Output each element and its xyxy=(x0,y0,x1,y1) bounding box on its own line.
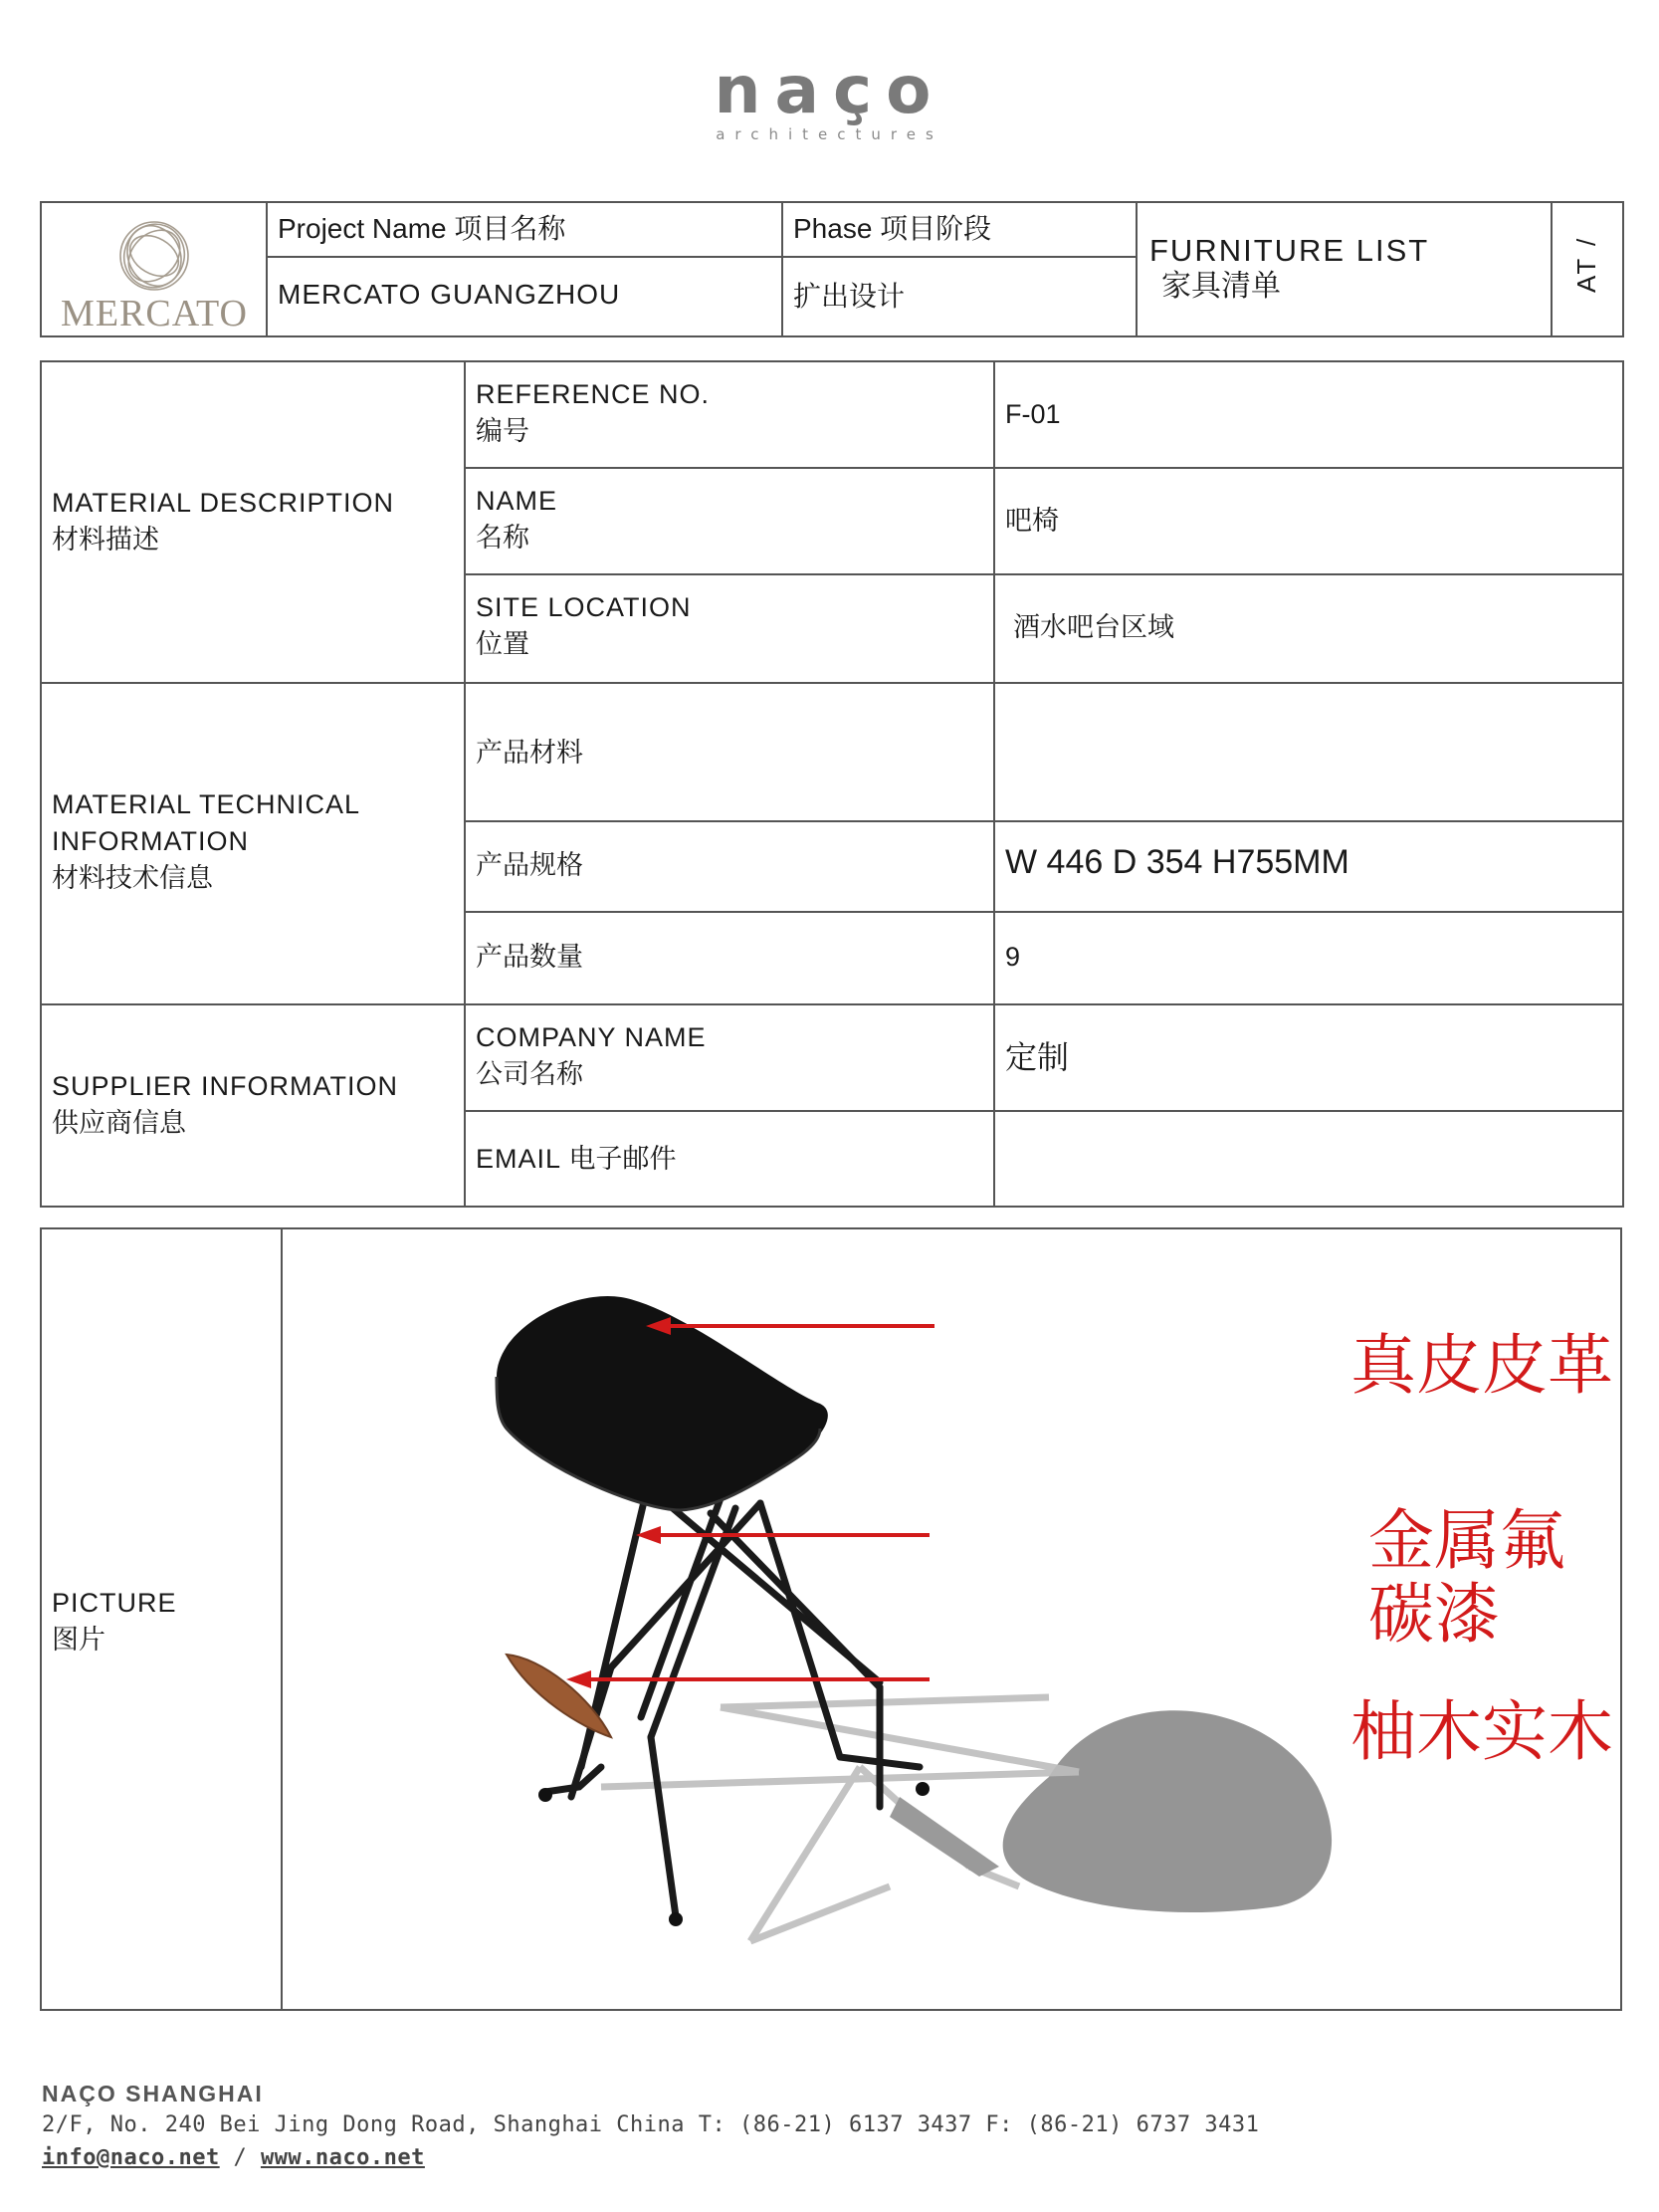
product-material-label: 产品材料 xyxy=(476,738,583,768)
name-label-cn: 名称 xyxy=(476,523,529,553)
name-value: 吧椅 xyxy=(1005,506,1059,536)
site-location-label: SITE LOCATION xyxy=(476,592,692,622)
project-name-label: Project Name 项目名称 xyxy=(278,213,566,244)
callout-frame-material-line1: 金属氟 xyxy=(1368,1503,1565,1577)
section-material-description: MATERIAL DESCRIPTION xyxy=(52,488,395,518)
doc-title-cn: 家具清单 xyxy=(1161,270,1281,303)
callout-seat-material: 真皮皮革 xyxy=(1350,1328,1613,1402)
company-name-label: COMPANY NAME xyxy=(476,1022,707,1052)
section-material-technical-cn: 材料技术信息 xyxy=(52,863,213,893)
footer-email-link[interactable]: info@naco.net xyxy=(42,2145,220,2170)
footer-company: NAÇO SHANGHAI xyxy=(42,2081,264,2106)
section-material-technical-line2: INFORMATION xyxy=(52,826,249,856)
client-logo-text: MERCATO xyxy=(61,293,248,334)
phase-value: 扩出设计 xyxy=(793,281,906,312)
doc-title-en: FURNITURE LIST xyxy=(1149,233,1430,268)
mercato-emblem-icon xyxy=(42,204,267,294)
email-label: EMAIL xyxy=(476,1144,562,1174)
footer-separator: / xyxy=(233,2145,248,2170)
section-supplier-cn: 供应商信息 xyxy=(52,1108,186,1138)
name-label: NAME xyxy=(476,486,558,516)
company-name-label-cn: 公司名称 xyxy=(476,1059,583,1089)
callout-frame-material-line2: 碳漆 xyxy=(1368,1577,1500,1651)
site-location-value: 酒水吧台区域 xyxy=(1013,612,1174,642)
reference-label-cn: 编号 xyxy=(476,416,529,446)
company-name-value: 定制 xyxy=(1005,1039,1070,1075)
site-location-label-cn: 位置 xyxy=(476,629,529,659)
callout-footrest-material: 柚木实木 xyxy=(1350,1694,1613,1768)
footer-links xyxy=(42,2145,425,2170)
reference-label: REFERENCE NO. xyxy=(476,379,711,409)
footer-address: 2/F, No. 240 Bei Jing Dong Road, Shanghai China T: (86-21) 6137 3437 F: (86-21) 6737 3431 xyxy=(42,2112,1260,2137)
side-code: AT / xyxy=(1571,235,1601,293)
brand-subtitle: architectures xyxy=(716,125,943,143)
naco-logo xyxy=(0,52,1659,143)
reference-value: F-01 xyxy=(1005,399,1061,429)
brand-name: naço xyxy=(714,52,945,128)
product-quantity-label: 产品数量 xyxy=(476,942,583,972)
product-quantity-value: 9 xyxy=(1005,942,1021,972)
section-material-technical-line1: MATERIAL TECHNICAL xyxy=(52,789,361,819)
section-material-description-cn: 材料描述 xyxy=(52,525,159,554)
product-spec-label: 产品规格 xyxy=(476,850,583,880)
section-picture-cn: 图片 xyxy=(52,1625,105,1655)
product-spec-value: W 446 D 354 H755MM xyxy=(1005,843,1349,881)
phase-label: Phase 项目阶段 xyxy=(793,213,992,244)
section-supplier: SUPPLIER INFORMATION xyxy=(52,1071,399,1101)
project-name-value: MERCATO GUANGZHOU xyxy=(278,279,621,310)
email-label-cn: 电子邮件 xyxy=(568,1144,677,1174)
email-label-row xyxy=(476,1141,677,1178)
section-picture: PICTURE xyxy=(52,1588,177,1618)
mercato-logo xyxy=(42,204,267,334)
footer-website-link[interactable]: www.naco.net xyxy=(260,2145,425,2170)
